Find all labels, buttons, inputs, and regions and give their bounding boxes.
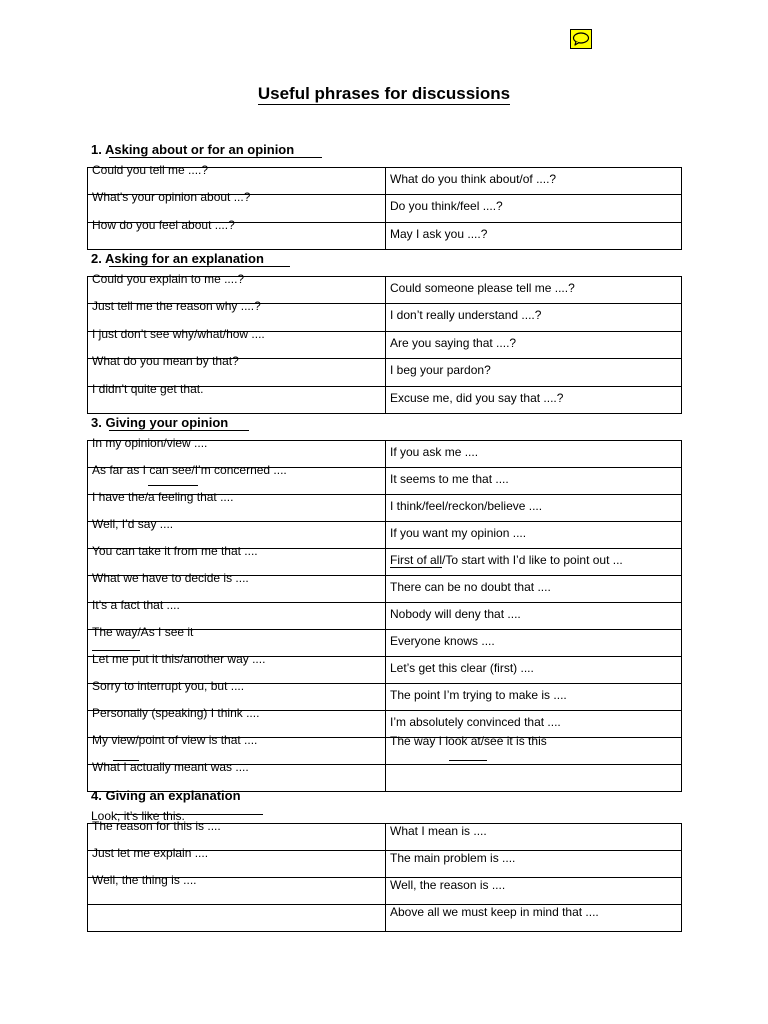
table-cell: Excuse me, did you say that ....? (386, 387, 682, 414)
table-cell: What do you think about/of ....? (386, 168, 682, 195)
table-cell: Are you saying that ....? (386, 332, 682, 359)
table-cell: Sorry to interrupt you, but .... (88, 684, 386, 711)
table-cell: I don’t really understand ....? (386, 304, 682, 332)
table-cell: Well, I’d say .... (88, 522, 386, 549)
table-cell: There can be no doubt that .... (386, 576, 682, 603)
section-underline-3 (109, 430, 249, 431)
table-cell (386, 765, 682, 792)
table-cell: How do you feel about ....? (88, 223, 386, 250)
table-cell: Let me put it this/another way .... (88, 657, 386, 684)
table-row (88, 223, 682, 250)
table-cell: My view/point of view is that .... (88, 738, 386, 765)
table-cell: What I actually meant was .... (88, 765, 386, 792)
table-cell: First of all/To start with I’d like to point out ... (386, 549, 682, 576)
table-cell: What I mean is .... (386, 824, 682, 851)
table-cell: What do you mean by that? (88, 359, 386, 387)
table-cell: Could someone please tell me ....? (386, 277, 682, 304)
table-cell (88, 905, 386, 932)
table-cell: I think/feel/reckon/believe .... (386, 495, 682, 522)
table-cell: It seems to me that .... (386, 468, 682, 495)
annotation-mark (113, 760, 139, 761)
page-title: Useful phrases for discussions (257, 84, 511, 103)
table-cell: If you want my opinion .... (386, 522, 682, 549)
annotation-mark (449, 760, 487, 761)
section-underline-1 (109, 157, 322, 158)
table-cell: You can take it from me that .... (88, 549, 386, 576)
table-cell: Personally (speaking) I think .... (88, 711, 386, 738)
table-row (88, 495, 682, 522)
table-cell: I beg your pardon? (386, 359, 682, 387)
table-cell: Could you explain to me ....? (88, 277, 386, 304)
table-cell: It’s a fact that .... (88, 603, 386, 630)
table-cell: Let’s get this clear (first) .... (386, 657, 682, 684)
table-giving-explanation (87, 819, 682, 932)
table-cell: May I ask you ....? (386, 223, 682, 250)
annotation-mark (92, 650, 140, 651)
table-cell: Do you think/feel ....? (386, 195, 682, 223)
section-heading-1: 1. Asking about or for an opinion (91, 142, 295, 157)
table-cell: Could you tell me ....? (88, 168, 386, 195)
table-cell: I have the/a feeling that .... (88, 495, 386, 522)
table-cell: I just don’t see why/what/how .... (88, 332, 386, 359)
table-row (88, 878, 682, 905)
table-row (88, 905, 682, 932)
table-cell: The reason for this is .... (88, 824, 386, 851)
table-row (88, 387, 682, 414)
table-cell: The way/As I see it (88, 630, 386, 657)
table-cell: In my opinion/view .... (88, 441, 386, 468)
comment-icon[interactable] (570, 29, 592, 49)
table-asking-opinion (87, 163, 682, 250)
table-cell: The main problem is .... (386, 851, 682, 878)
table-cell: Above all we must keep in mind that .... (386, 905, 682, 932)
section-heading-2: 2. Asking for an explanation (91, 251, 264, 266)
section-heading-4: 4. Giving an explanation (91, 788, 241, 803)
table-cell: Just tell me the reason why ....? (88, 304, 386, 332)
table-cell: Well, the reason is .... (386, 878, 682, 905)
table-cell: Everyone knows .... (386, 630, 682, 657)
table-cell: What's your opinion about ...? (88, 195, 386, 223)
table-cell: Well, the thing is .... (88, 878, 386, 905)
table-cell: The way I look at/see it is this (386, 738, 682, 765)
table-cell: Nobody will deny that .... (386, 603, 682, 630)
table-cell: I’m absolutely convinced that .... (386, 711, 682, 738)
table-cell: I didn’t quite get that. (88, 387, 386, 414)
table-cell: The point I’m trying to make is .... (386, 684, 682, 711)
table-cell: As far as I can see/I’m concerned .... (88, 468, 386, 495)
table-cell: If you ask me .... (386, 441, 682, 468)
section-heading-3: 3. Giving your opinion (91, 415, 229, 430)
annotation-mark (390, 567, 442, 568)
section-underline-2 (109, 266, 290, 267)
table-cell: What we have to decide is .... (88, 576, 386, 603)
table-asking-explanation (87, 272, 682, 414)
table-giving-opinion (87, 436, 682, 792)
loose-line: Look, it’s like this. (91, 809, 185, 823)
annotation-mark (148, 485, 198, 486)
table-cell: Just let me explain .... (88, 851, 386, 878)
